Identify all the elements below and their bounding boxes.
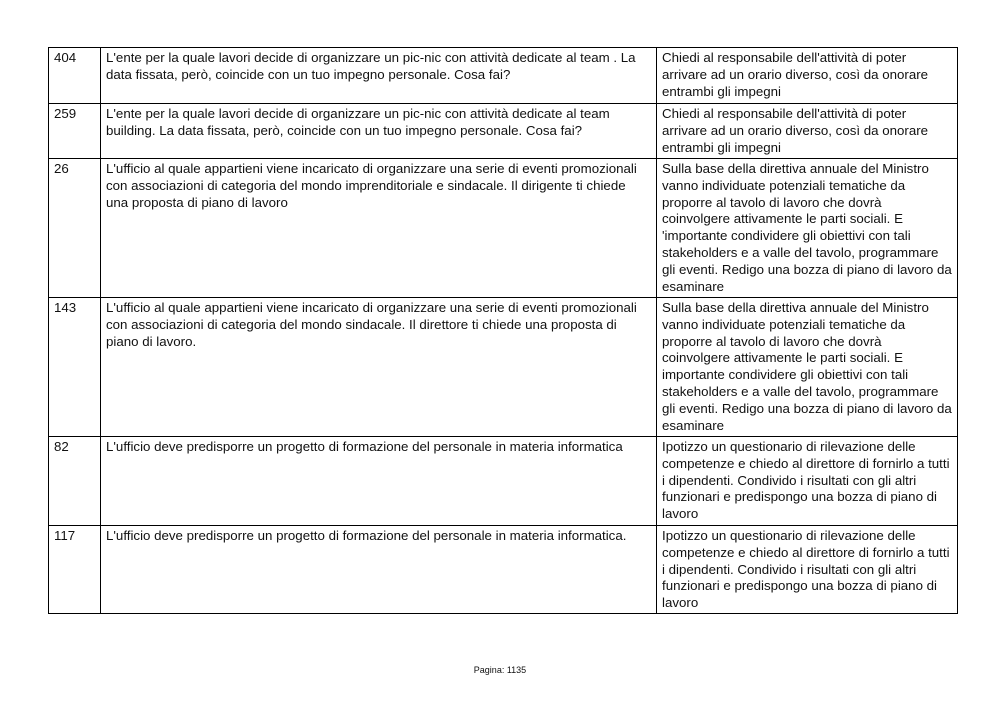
table-row	[49, 104, 958, 159]
table-row	[49, 437, 958, 526]
question-text: L'ufficio deve predisporre un progetto di formazione del personale in materia informatica.	[101, 526, 657, 614]
answer-text: Sulla base della direttiva annuale del Ministro vanno individuate potenziali tematiche da proporre al tavolo di lavoro che dovrà coinvolgere attivamente le parti sociali. E 'importante condividere gli obiettivi con tali stakeholders e a valle del tavolo, programmare gli eventi. Redigo una bozza di piano di lavoro da esaminare	[657, 159, 958, 298]
question-id: 143	[49, 298, 101, 437]
table-row	[49, 159, 958, 298]
answer-text: Sulla base della direttiva annuale del Ministro vanno individuate potenziali tematiche da proporre al tavolo di lavoro che dovrà coinvolgere attivamente le parti sociali. E importante condividere gli obiettivi con tali stakeholders e a valle del tavolo, programmare gli eventi. Redigo una bozza di piano di lavoro da esaminare	[657, 298, 958, 437]
answer-text: Chiedi al responsabile dell'attività di poter arrivare ad un orario diverso, così da onorare entrambi gli impegni	[657, 48, 958, 104]
question-id: 82	[49, 437, 101, 526]
answer-text: Ipotizzo un questionario di rilevazione delle competenze e chiedo al direttore di fornirlo a tutti i dipendenti. Condivido i risultati con gli altri funzionari e predispongo una bozza di piano di lavoro	[657, 526, 958, 614]
question-id: 26	[49, 159, 101, 298]
answer-text: Chiedi al responsabile dell'attività di poter arrivare ad un orario diverso, così da onorare entrambi gli impegni	[657, 104, 958, 159]
question-text: L'ufficio al quale appartieni viene incaricato di organizzare una serie di eventi promozionali con associazioni di categoria del mondo imprenditoriale e sindacale. Il dirigente ti chiede una proposta di piano di lavoro	[101, 159, 657, 298]
question-text: L'ufficio deve predisporre un progetto di formazione del personale in materia informatica	[101, 437, 657, 526]
question-text: L'ufficio al quale appartieni viene incaricato di organizzare una serie di eventi promozionali con associazioni di categoria del mondo sindacale. Il direttore ti chiede una proposta di piano di lavoro.	[101, 298, 657, 437]
question-id: 117	[49, 526, 101, 614]
question-text: L'ente per la quale lavori decide di organizzare un pic-nic con attività dedicate al team . La data fissata, però, coincide con un tuo impegno personale. Cosa fai?	[101, 48, 657, 104]
question-id: 404	[49, 48, 101, 104]
table-row	[49, 48, 958, 104]
table-row	[49, 298, 958, 437]
question-id: 259	[49, 104, 101, 159]
table-row	[49, 526, 958, 614]
answer-text: Ipotizzo un questionario di rilevazione delle competenze e chiedo al direttore di fornirlo a tutti i dipendenti. Condivido i risultati con gli altri funzionari e predispongo una bozza di piano di lavoro	[657, 437, 958, 526]
question-table	[48, 47, 958, 614]
question-text: L'ente per la quale lavori decide di organizzare un pic-nic con attività dedicate al team building. La data fissata, però, coincide con un tuo impegno personale. Cosa fai?	[101, 104, 657, 159]
page-number: Pagina: 1135	[473, 665, 527, 675]
